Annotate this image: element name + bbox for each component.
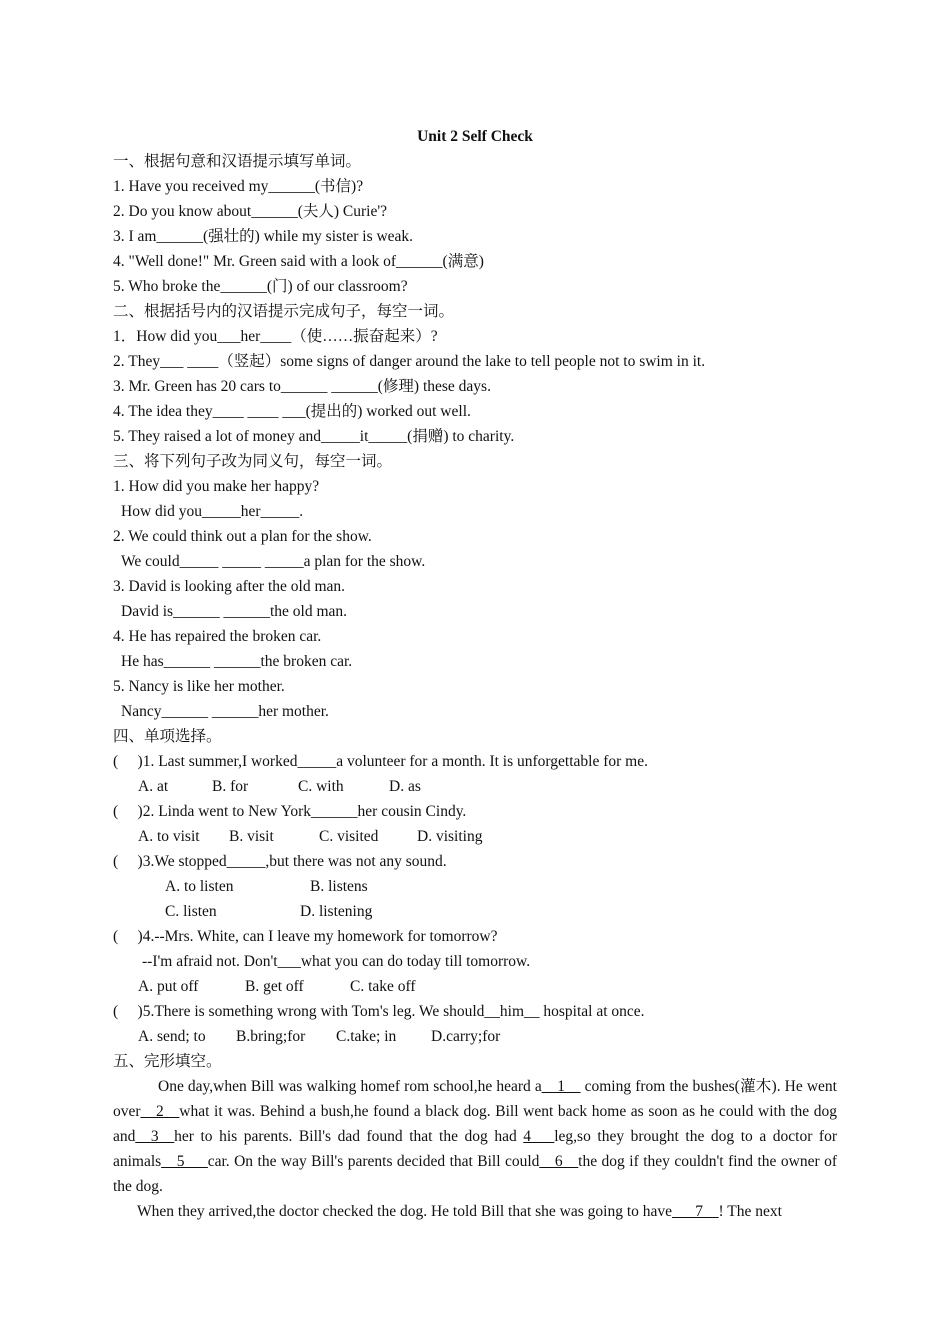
section-3-heading: 三、将下列句子改为同义句，每空一词。 (113, 453, 393, 470)
s3-item-3-original: 3. David is looking after the old man. (113, 578, 346, 595)
option-a: A. put off (138, 978, 199, 995)
option-d: D. listening (300, 903, 373, 920)
s2-item-4: 4. The idea they____ ____ ___(提出的) worked out well. (113, 403, 471, 420)
s1-item-3: 3. I am______(强壮的) while my sister is weak. (113, 228, 414, 245)
page-title: Unit 2 Self Check (417, 128, 533, 145)
cloze-paragraph-1 (113, 1074, 837, 1199)
s3-item-5-original: 5. Nancy is like her mother. (113, 678, 285, 695)
s2-item-2: 2. They___ ____（竖起）some signs of danger around the lake to tell people not to swim in it. (113, 353, 706, 370)
cloze-blank-5: __5___ (161, 1153, 208, 1170)
option-d: D. as (389, 778, 421, 795)
s2-item-1: 1．How did you___her____（使……振奋起来）? (113, 328, 438, 345)
s4-q3-options-row2 (113, 899, 837, 924)
s4-q4-stem-reply: --I'm afraid not. Don't___what you can do today till tomorrow. (142, 953, 531, 970)
s3-item-2-rewrite: We could_____ _____ _____a plan for the show. (121, 553, 426, 570)
s2-item-5: 5. They raised a lot of money and_____it_____(捐赠) to charity. (113, 428, 515, 445)
s3-item-1-rewrite: How did you_____her_____. (121, 503, 304, 520)
option-a: A. at (138, 778, 169, 795)
cloze-text: One day,when Bill was walking homef rom school,he heard a (158, 1078, 542, 1095)
s1-item-4: 4. "Well done!" Mr. Green said with a look of______(满意) (113, 253, 484, 270)
option-a: A. send; to (138, 1028, 206, 1045)
cloze-text: coming from the bushes(灌木). He went over (113, 1078, 837, 1120)
s1-item-5: 5. Who broke the______(门) of our classroom? (113, 278, 408, 295)
option-b: B.bring;for (236, 1028, 306, 1045)
s4-q1-stem: ( )1. Last summer,I worked_____a volunteer for a month. It is unforgettable for me. (113, 753, 648, 770)
option-d: D. visiting (417, 828, 483, 845)
option-c: C.take; in (336, 1028, 397, 1045)
s3-item-2-original: 2. We could think out a plan for the show. (113, 528, 372, 545)
option-b: B. visit (229, 828, 274, 845)
s3-item-4-original: 4. He has repaired the broken car. (113, 628, 322, 645)
section-2-heading: 二、根据括号内的汉语提示完成句子，每空一词。 (113, 303, 455, 320)
s4-q3-stem: ( )3.We stopped_____,but there was not any sound. (113, 853, 447, 870)
option-a: A. to listen (165, 878, 234, 895)
s1-item-1: 1. Have you received my______(书信)? (113, 178, 364, 195)
cloze-blank-2: __2__ (140, 1103, 180, 1120)
section-1-heading: 一、根据句意和汉语提示填写单词。 (113, 153, 362, 170)
option-c: C. with (298, 778, 344, 795)
cloze-blank-1: __1__ (541, 1078, 581, 1095)
cloze-text: the dog if they couldn't find the owner of the dog. (113, 1153, 837, 1195)
section-5-heading: 五、完形填空。 (113, 1053, 222, 1070)
s4-q1-options (113, 774, 837, 799)
s4-q5-options (113, 1024, 837, 1049)
option-d: D.carry;for (431, 1028, 501, 1045)
s3-item-4-rewrite: He has______ ______the broken car. (121, 653, 353, 670)
option-b: B. get off (245, 978, 304, 995)
option-c: C. visited (319, 828, 379, 845)
cloze-text: her to his parents. Bill's dad found that the dog had (174, 1128, 524, 1145)
s4-q2-stem: ( )2. Linda went to New York______her cousin Cindy. (113, 803, 467, 820)
s1-item-2: 2. Do you know about______(夫人) Curie'? (113, 203, 388, 220)
cloze-paragraph-2 (113, 1199, 837, 1224)
option-a: A. to visit (138, 828, 200, 845)
cloze-text: car. On the way Bill's parents decided that Bill could (207, 1153, 540, 1170)
s3-item-5-rewrite: Nancy______ ______her mother. (121, 703, 329, 720)
option-c: C. listen (165, 903, 217, 920)
s4-q4-stem: ( )4.--Mrs. White, can I leave my homework for tomorrow? (113, 928, 498, 945)
s3-item-3-rewrite: David is______ ______the old man. (121, 603, 348, 620)
cloze-blank-6: __6__ (539, 1153, 579, 1170)
cloze-text: what it was. Behind a bush,he found a black dog. Bill went back home as soon as he could with the dog and (113, 1103, 837, 1145)
section-4-heading: 四、单项选择。 (113, 728, 222, 745)
s3-item-1-original: 1. How did you make her happy? (113, 478, 320, 495)
option-b: B. for (212, 778, 249, 795)
worksheet-page (113, 124, 837, 1224)
s4-q2-options (113, 824, 837, 849)
cloze-blank-3: __3__ (135, 1128, 175, 1145)
s4-q5-stem: ( )5.There is something wrong with Tom's leg. We should__him__ hospital at once. (113, 1003, 645, 1020)
option-b: B. listens (310, 878, 368, 895)
cloze-blank-7: ___7__ (672, 1203, 719, 1220)
option-c: C. take off (350, 978, 416, 995)
cloze-text: leg,so they brought the dog to a doctor for animals (113, 1128, 837, 1170)
cloze-text: When they arrived,the doctor checked the dog. He told Bill that she was going to have (137, 1203, 673, 1220)
s4-q4-options (113, 974, 837, 999)
s2-item-3: 3. Mr. Green has 20 cars to______ ______(修理) these days. (113, 378, 491, 395)
s4-q3-options-row1 (113, 874, 837, 899)
cloze-blank-4: 4___ (523, 1128, 555, 1145)
cloze-text: ! The next (718, 1203, 782, 1220)
